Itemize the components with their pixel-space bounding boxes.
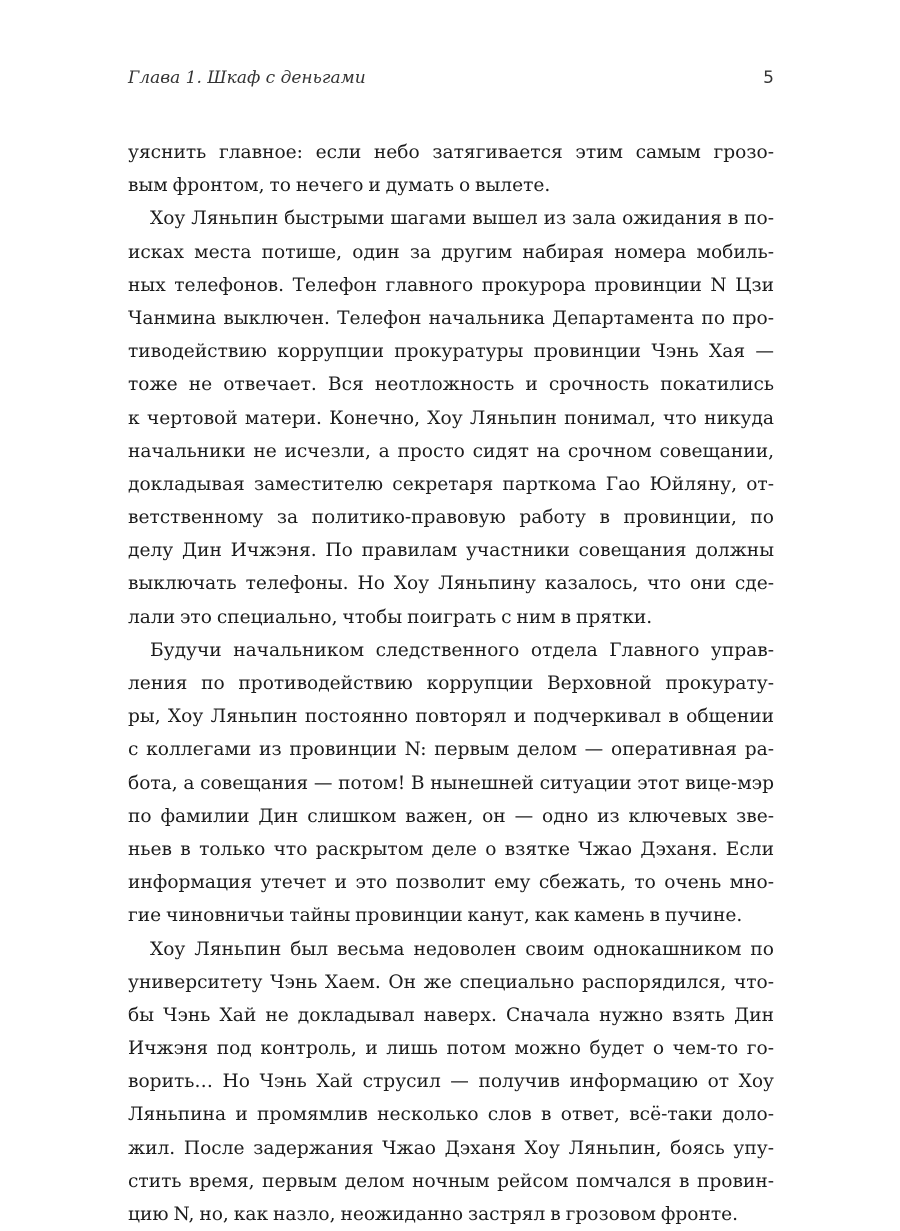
paragraph-2-line: Хоу Ляньпин быстрыми шагами вышел из зала ожидания в по- (150, 208, 774, 230)
paragraph-3-line: по фамилии Дин слишком важен, он — одно из ключевых зве- (128, 805, 774, 827)
page-number: 5 (763, 68, 774, 88)
paragraph-1-line: вым фронтом, то нечего и думать о вылете. (128, 175, 551, 197)
paragraph-4-line: Ичжэня под контроль, и лишь потом можно будет о чем-то го- (128, 1038, 774, 1060)
paragraph-2-line: тиводействию коррупции прокуратуры провинции Чэнь Хая — (128, 341, 774, 363)
body-text (128, 136, 774, 1231)
chapter-title: Глава 1. Шкаф с деньгами (128, 68, 366, 88)
paragraph-3-line: гие чиновничьи тайны провинции канут, как камень в пучине. (128, 905, 743, 927)
paragraph-2-line: ветственному за политико-правовую работу в провинции, по (128, 507, 774, 529)
paragraph-4-line: ворить… Но Чэнь Хай струсил — получив информацию от Хоу (128, 1071, 774, 1093)
paragraph-2-line: исках места потише, один за другим набирая номера мобиль- (128, 241, 774, 263)
paragraph-3-line: информация утечет и это позволит ему сбежать, то очень мно- (128, 872, 774, 894)
paragraph-1-line: уяснить главное: если небо затягивается этим самым грозо- (128, 142, 774, 163)
paragraph-3-line: Будучи начальником следственного отдела Главного управ- (150, 639, 774, 661)
paragraph-4-line: цию N, но, как назло, неожиданно застрял в грозовом фронте. (128, 1204, 739, 1225)
paragraph-3-line: ры, Хоу Ляньпин постоянно повторял и подчеркивал в общении (128, 706, 774, 728)
paragraph-4-line: Хоу Ляньпин был весьма недоволен своим однокашником по (150, 938, 774, 960)
paragraph-4-line: Ляньпина и промямлив несколько слов в ответ, всё-таки доло- (128, 1104, 774, 1126)
paragraph-2-line: начальники не исчезли, а просто сидят на срочном совещании, (128, 440, 774, 462)
paragraph-2-line: ных телефонов. Телефон главного прокурора провинции N Цзи (128, 274, 774, 296)
paragraph-2-line: к чертовой матери. Конечно, Хоу Ляньпин понимал, что никуда (128, 407, 774, 429)
paragraph-3-line: ньев в только что раскрытом деле о взятке Чжао Дэханя. Если (128, 838, 774, 860)
paragraph-3-line: ления по противодействию коррупции Верховной прокурату- (128, 673, 774, 694)
paragraph-4-line: стить время, первым делом ночным рейсом помчался в провин- (128, 1170, 774, 1192)
running-head (128, 68, 774, 98)
paragraph-4-line: бы Чэнь Хай не докладывал наверх. Сначала нужно взять Дин (128, 1004, 774, 1026)
paragraph-2-line: тоже не отвечает. Вся неотложность и срочность покатились (128, 374, 774, 396)
paragraph-4-line: жил. После задержания Чжао Дэханя Хоу Ляньпин, боясь упу- (128, 1137, 774, 1159)
paragraph-2-line: докладывая заместителю секретаря парткома Гао Юйляну, от- (128, 473, 774, 495)
paragraph-2-line: выключать телефоны. Но Хоу Ляньпину казалось, что они сде- (128, 573, 774, 595)
paragraph-2-line: лали это специально, чтобы поиграть с ним в прятки. (128, 606, 653, 628)
paragraph-2-line: делу Дин Ичжэня. По правилам участники совещания должны (128, 540, 774, 562)
paragraph-3-line: бота, а совещания — потом! В нынешней ситуации этот вице-мэр (128, 772, 774, 794)
paragraph-4-line: университету Чэнь Хаем. Он же специально распорядился, что- (128, 971, 774, 993)
paragraph-2-line: Чанмина выключен. Телефон начальника Департамента по про- (128, 307, 774, 329)
paragraph-3-line: с коллегами из провинции N: первым делом — оперативная ра- (128, 739, 774, 761)
